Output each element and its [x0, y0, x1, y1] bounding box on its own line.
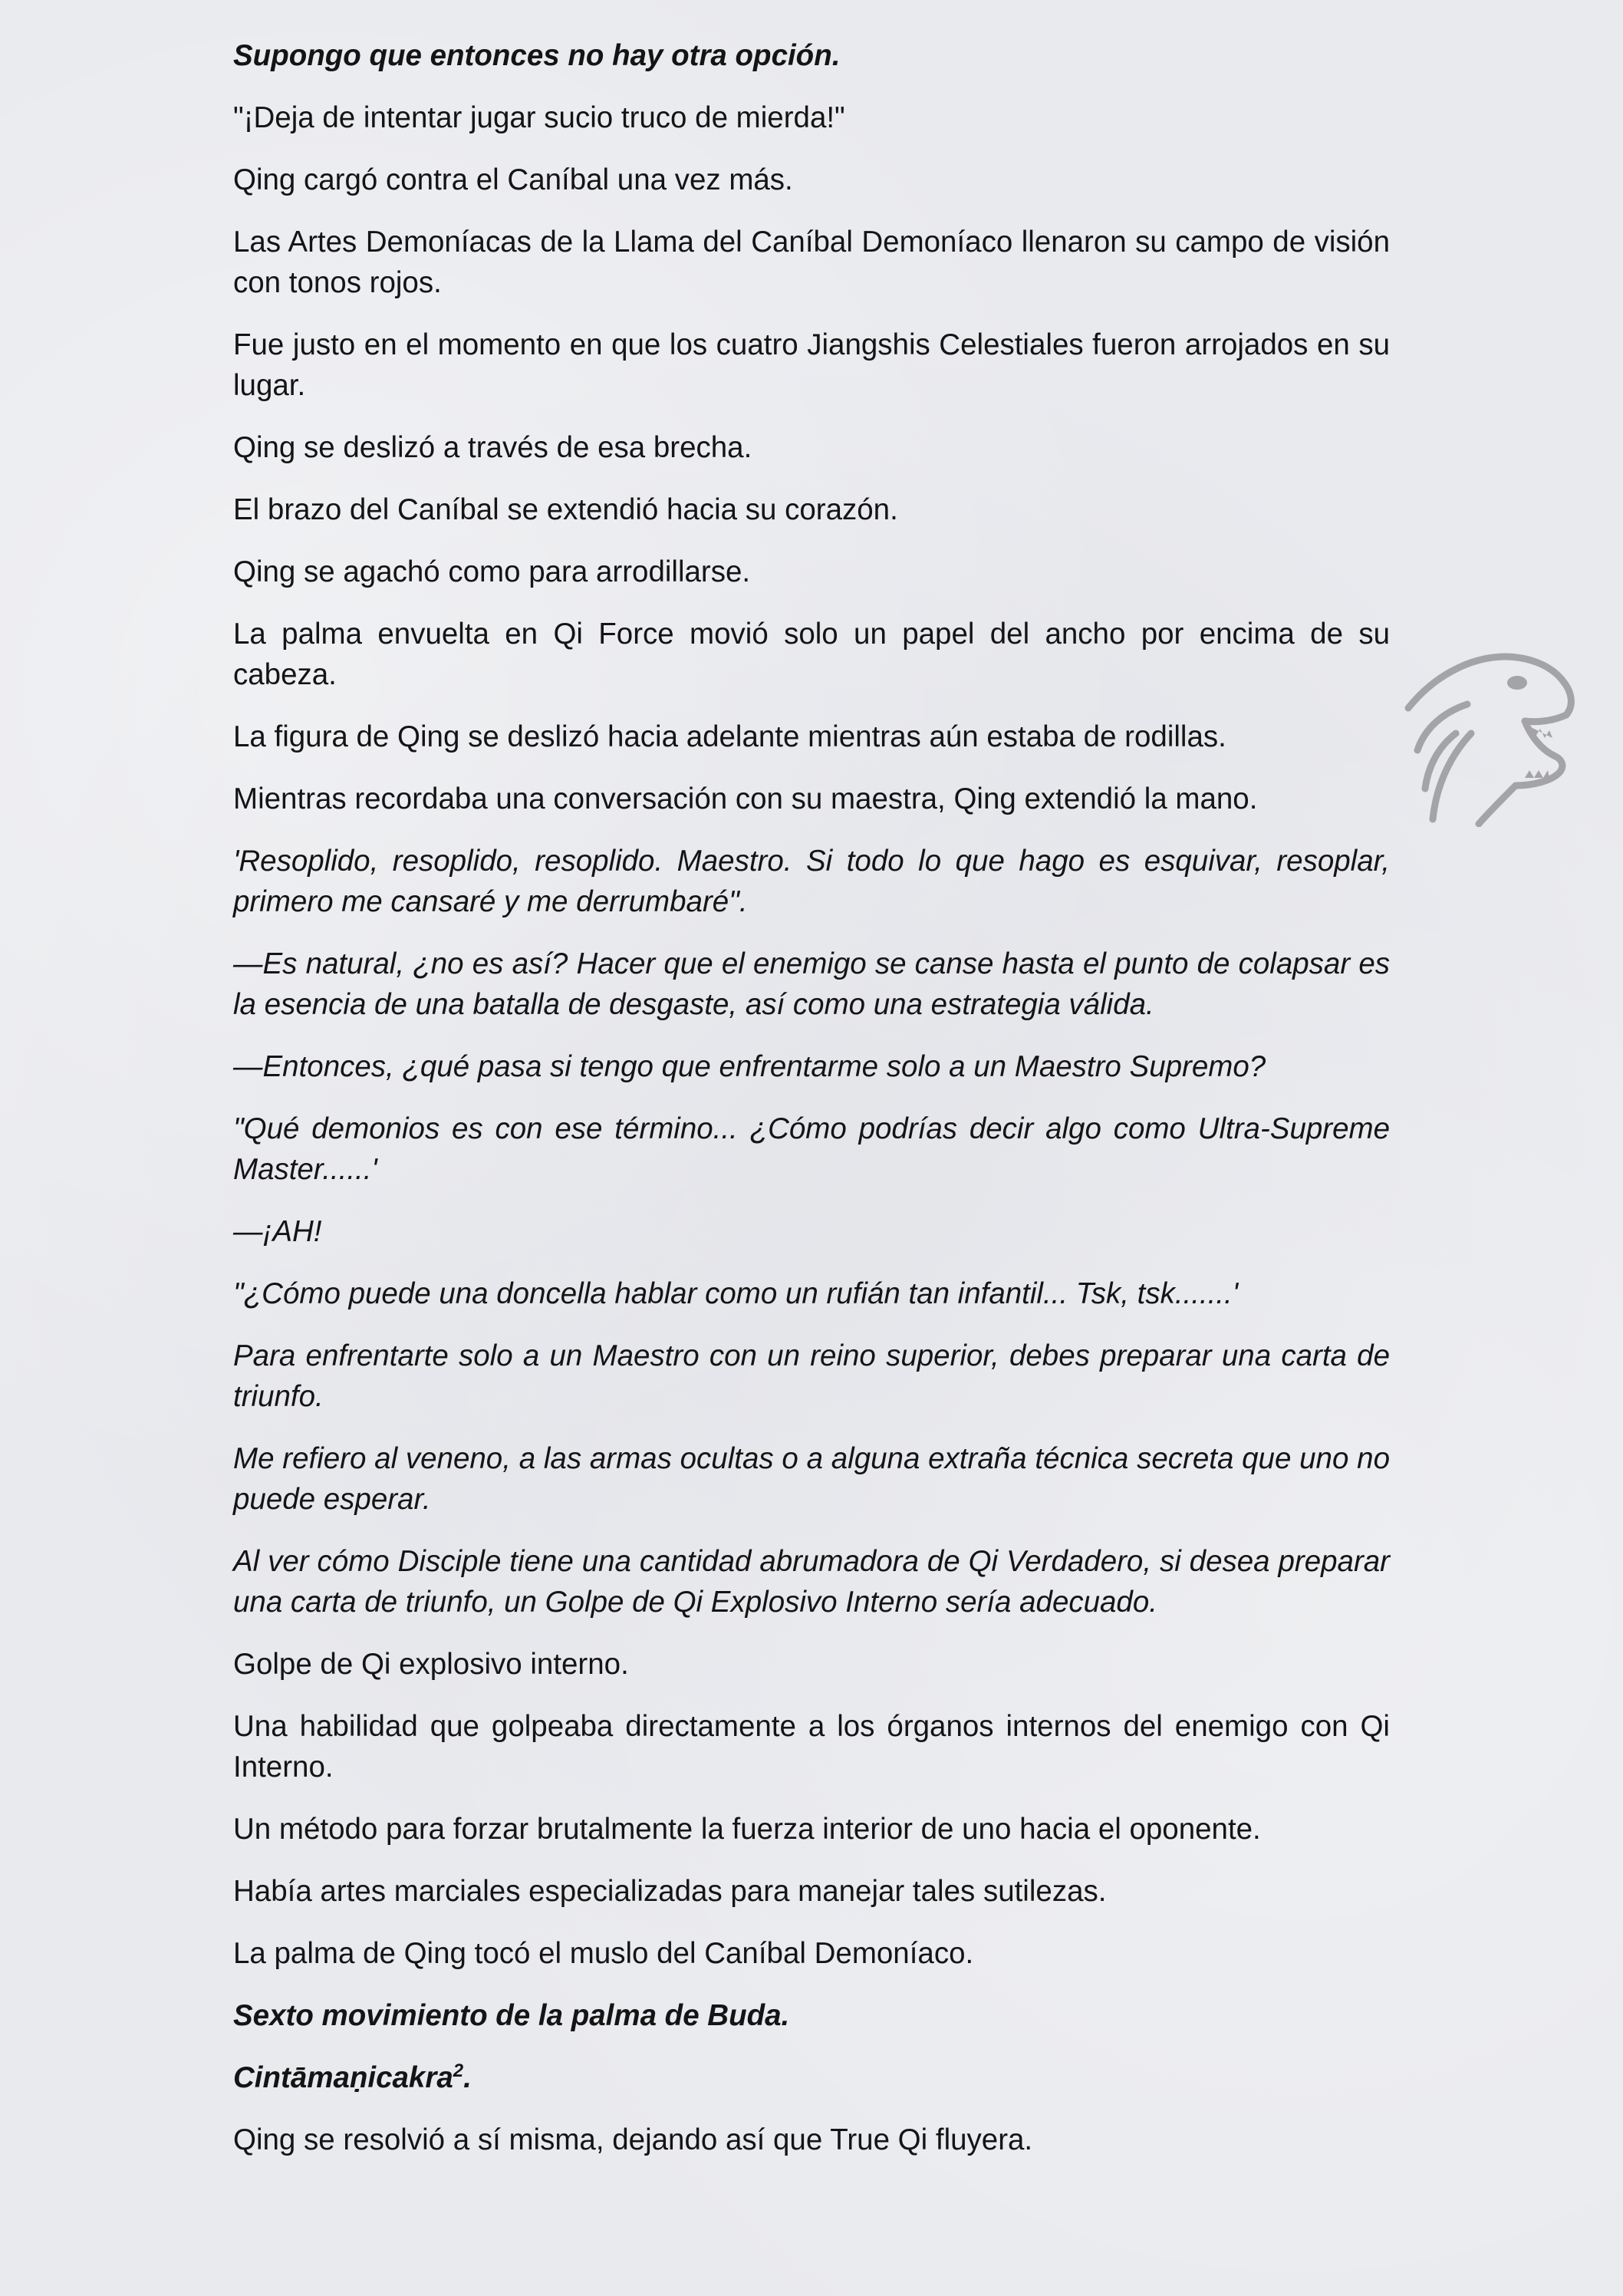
paragraph	[233, 1046, 1390, 1087]
paragraph	[233, 1809, 1390, 1850]
paragraph	[233, 1871, 1390, 1912]
paragraph-text: Un método para forzar brutalmente la fuerza interior de uno hacia el oponente.	[233, 1813, 1261, 1846]
paragraph	[233, 1933, 1390, 1974]
paragraph	[233, 1211, 1390, 1252]
document-body	[233, 35, 1390, 2182]
paragraph-text: "Qué demonios es con ese término... ¿Cómo podrías decir algo como Ultra-Supreme Master......'	[233, 1112, 1390, 1186]
paragraph-text: Al ver cómo Disciple tiene una cantidad abrumadora de Qi Verdadero, si desea preparar una carta de triunfo, un Golpe de Qi Explosivo Interno sería adecuado.	[233, 1545, 1390, 1619]
paragraph-text: Las Artes Demoníacas de la Llama del Caníbal Demoníaco llenaron su campo de visión con tonos rojos.	[233, 226, 1390, 299]
paragraph-text: Una habilidad que golpeaba directamente a los órganos internos del enemigo con Qi Interno.	[233, 1710, 1390, 1784]
paragraph	[233, 1438, 1390, 1520]
paragraph-text: Qing cargó contra el Caníbal una vez más.	[233, 163, 793, 196]
paragraph	[233, 1336, 1390, 1417]
paragraph-text: Golpe de Qi explosivo interno.	[233, 1648, 629, 1681]
paragraph	[233, 35, 1390, 76]
paragraph	[233, 2120, 1390, 2160]
paragraph	[233, 222, 1390, 303]
footnote-marker: 2	[453, 2060, 464, 2081]
paragraph	[233, 841, 1390, 922]
paragraph-text: —¡AH!	[233, 1215, 322, 1248]
paragraph	[233, 552, 1390, 592]
paragraph	[233, 2057, 1390, 2098]
paragraph-text: Mientras recordaba una conversación con su maestra, Qing extendió la mano.	[233, 782, 1258, 815]
paragraph	[233, 779, 1390, 819]
dinosaur-logo-icon	[1402, 635, 1579, 827]
paragraph-text: Cintāmaṇicakra	[233, 2061, 453, 2094]
paragraph-text: Qing se resolvió a sí misma, dejando así que True Qi fluyera.	[233, 2123, 1033, 2156]
paragraph	[233, 1108, 1390, 1190]
paragraph-text: El brazo del Caníbal se extendió hacia su corazón.	[233, 493, 898, 526]
paragraph-text: "¿Cómo puede una doncella hablar como un rufián tan infantil... Tsk, tsk.......'	[233, 1277, 1239, 1310]
paragraph-text: 'Resoplido, resoplido, resoplido. Maestro. Si todo lo que hago es esquivar, resoplar, primero me cansaré y me derrumbaré".	[233, 845, 1390, 918]
paragraph-text: La palma de Qing tocó el muslo del Caníbal Demoníaco.	[233, 1937, 974, 1970]
paragraph-text: —Es natural, ¿no es así? Hacer que el enemigo se canse hasta el punto de colapsar es la esencia de una batalla de desgaste, así como una estrategia válida.	[233, 947, 1390, 1021]
paragraph-text: "¡Deja de intentar jugar sucio truco de mierda!"	[233, 101, 845, 134]
paragraph-text: Sexto movimiento de la palma de Buda.	[233, 1999, 790, 2032]
paragraph-text: La figura de Qing se deslizó hacia adelante mientras aún estaba de rodillas.	[233, 720, 1226, 753]
paragraph-suffix: .	[463, 2061, 472, 2094]
paragraph	[233, 1706, 1390, 1787]
paragraph	[233, 1644, 1390, 1685]
paragraph-text: Qing se deslizó a través de esa brecha.	[233, 431, 752, 464]
paragraph	[233, 97, 1390, 138]
paragraph	[233, 489, 1390, 530]
paragraph-text: Había artes marciales especializadas para manejar tales sutilezas.	[233, 1875, 1107, 1908]
paragraph	[233, 160, 1390, 200]
paragraph-text: Me refiero al veneno, a las armas ocultas o a alguna extraña técnica secreta que uno no puede esperar.	[233, 1442, 1390, 1516]
paragraph-text: —Entonces, ¿qué pasa si tengo que enfrentarme solo a un Maestro Supremo?	[233, 1050, 1266, 1083]
paragraph	[233, 324, 1390, 406]
paragraph	[233, 427, 1390, 468]
paragraph	[233, 1273, 1390, 1314]
paragraph-text: Qing se agachó como para arrodillarse.	[233, 555, 751, 588]
paragraph	[233, 1995, 1390, 2036]
paragraph-text: Fue justo en el momento en que los cuatro Jiangshis Celestiales fueron arrojados en su lugar.	[233, 328, 1390, 402]
paragraph-text: La palma envuelta en Qi Force movió solo un papel del ancho por encima de su cabeza.	[233, 618, 1390, 691]
paragraph-text: Supongo que entonces no hay otra opción.	[233, 39, 841, 72]
paragraph	[233, 1541, 1390, 1622]
paragraph	[233, 716, 1390, 757]
paragraph-text: Para enfrentarte solo a un Maestro con un reino superior, debes preparar una carta de triunfo.	[233, 1339, 1390, 1413]
paragraph	[233, 944, 1390, 1025]
paragraph	[233, 614, 1390, 695]
